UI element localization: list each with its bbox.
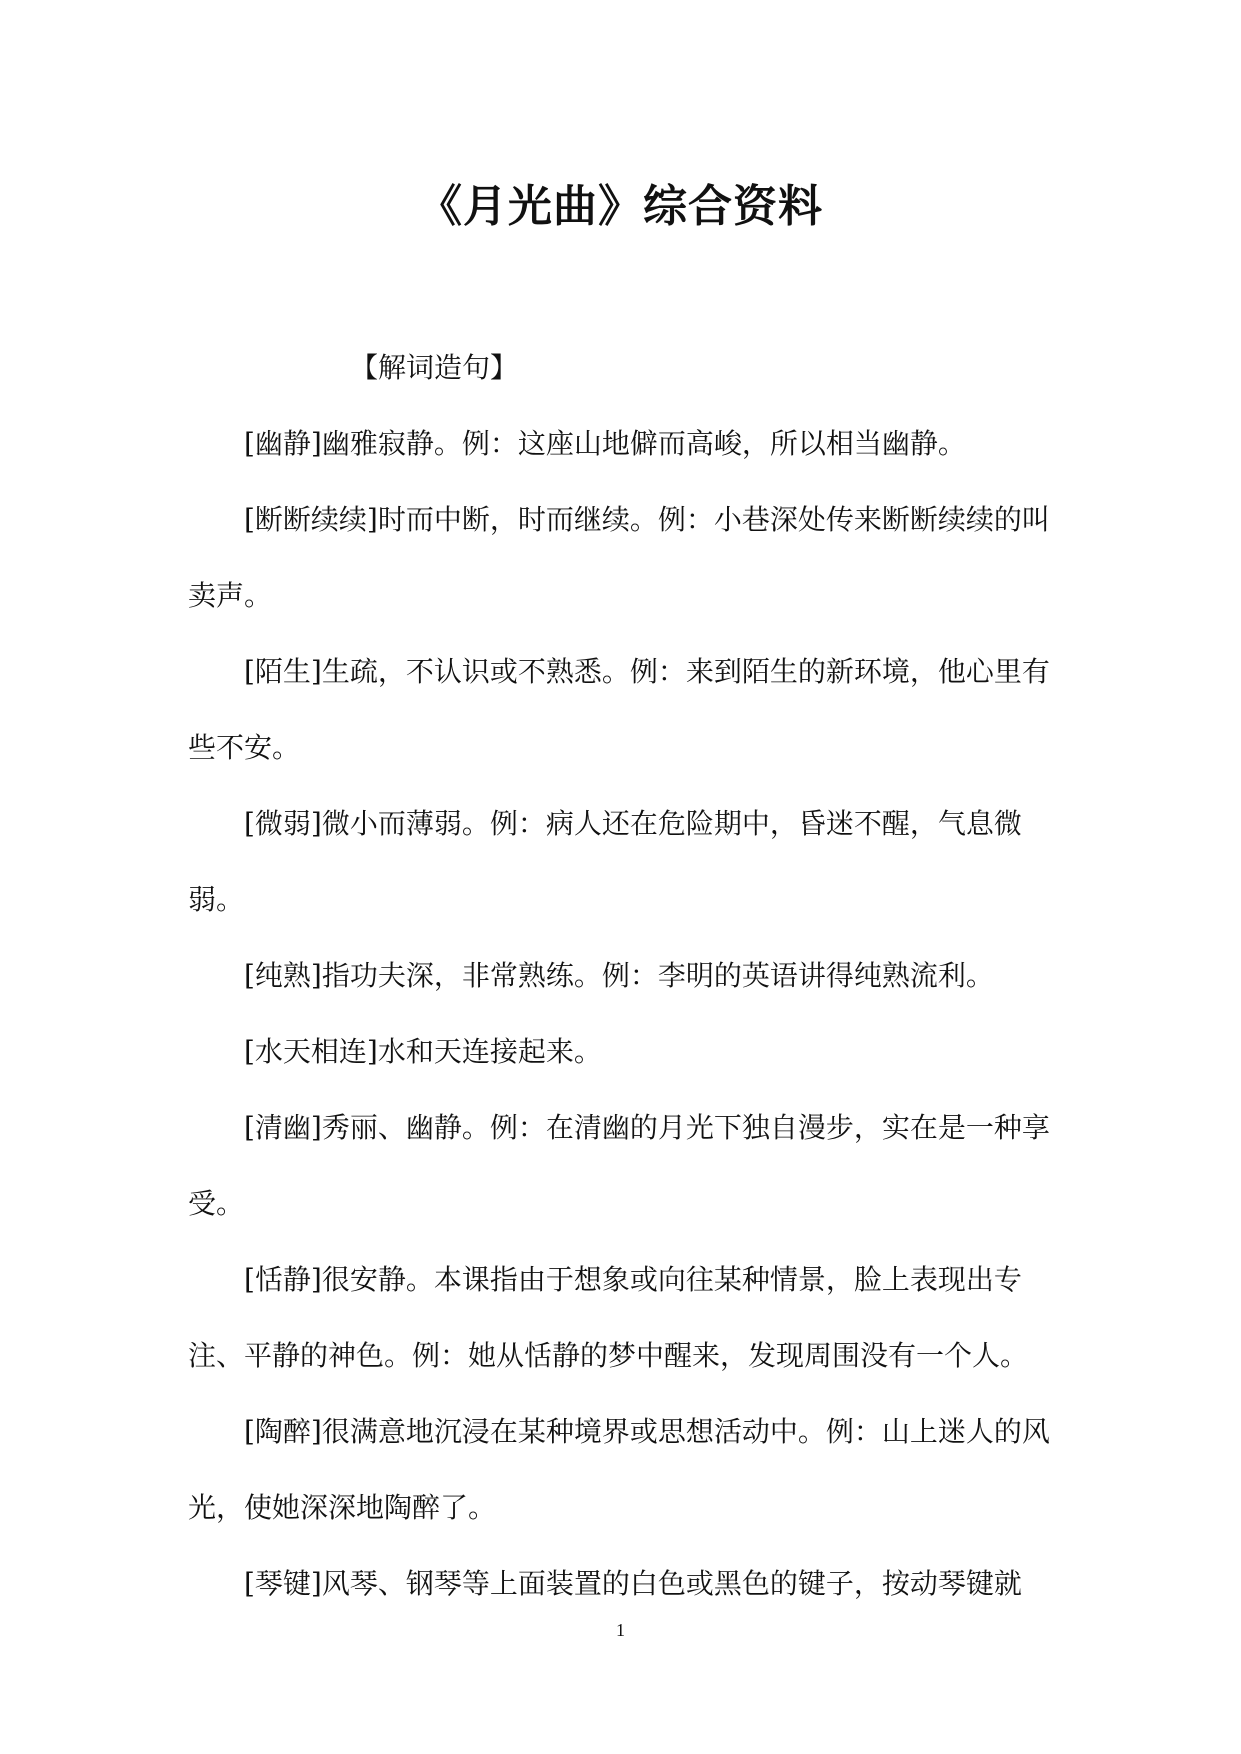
entry-paragraph: [水天相连]水和天连接起来。 xyxy=(244,1035,602,1068)
section-heading: 【解词造句】 xyxy=(350,351,519,384)
document-title: 《月光曲》综合资料 xyxy=(418,181,823,233)
entry-paragraph: [断断续续]时而中断，时而继续。例：小巷深处传来断断续续的叫卖声。 xyxy=(188,503,1050,612)
entry-paragraph: [恬静]很安静。本课指由于想象或向往某种情景，脸上表现出专注、平静的神色。例：她从恬静的梦中醒来，发现周围没有一个人。 xyxy=(188,1263,1029,1372)
entry-paragraph: [陶醉]很满意地沉浸在某种境界或思想活动中。例：山上迷人的风光，使她深深地陶醉了。 xyxy=(188,1415,1050,1524)
document-body xyxy=(188,330,1050,1622)
page-number: 1 xyxy=(616,1620,625,1640)
entry-paragraph: [琴键]风琴、钢琴等上面装置的白色或黑色的键子，按动琴键就 xyxy=(244,1567,1022,1600)
entry-paragraph: [陌生]生疏，不认识或不熟悉。例：来到陌生的新环境，他心里有些不安。 xyxy=(188,655,1050,764)
entry-paragraph: [幽静]幽雅寂静。例：这座山地僻而高峻，所以相当幽静。 xyxy=(244,427,966,460)
entry-paragraph: [纯熟]指功夫深，非常熟练。例：李明的英语讲得纯熟流利。 xyxy=(244,959,994,992)
entry-paragraph: [微弱]微小而薄弱。例：病人还在危险期中，昏迷不醒，气息微弱。 xyxy=(188,807,1022,916)
entry-paragraph: [清幽]秀丽、幽静。例：在清幽的月光下独自漫步，实在是一种享受。 xyxy=(188,1111,1050,1220)
